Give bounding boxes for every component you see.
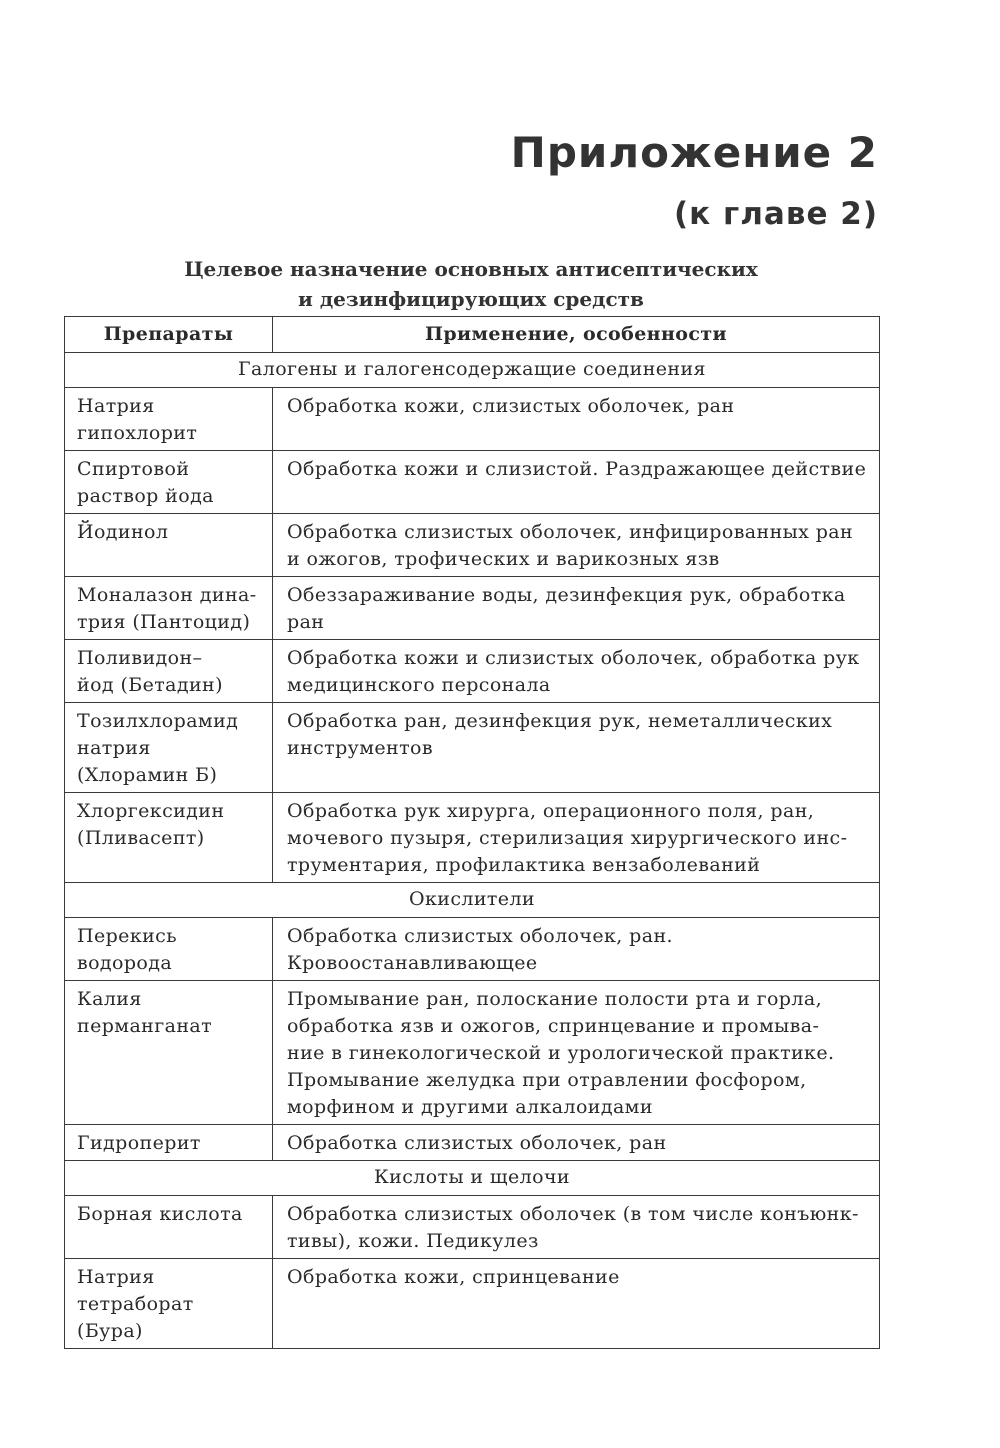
usage-cell: Промывание ран, полоскание полости рта и горла, обработка язв и ожогов, спринцевание и промыва- ние в гинекологической и урологической практике. Промывание желудка при отравлении фосфором, морфином и другими алкалоидами — [273, 981, 880, 1125]
group-row — [65, 1161, 880, 1196]
drug-name-cell: Натрия гипохлорит — [65, 388, 273, 451]
drug-name-cell: Моналазон дина- трия (Пантоцид) — [65, 577, 273, 640]
group-label: Окислители — [65, 883, 880, 918]
drug-name-cell: Поливидон– йод (Бетадин) — [65, 640, 273, 703]
usage-cell: Обработка рук хирурга, операционного поля, ран, мочевого пузыря, стерилизация хирургического инс- трументария, профилактика вензаболеваний — [273, 793, 880, 883]
usage-cell: Обработка кожи, слизистых оболочек, ран — [273, 388, 880, 451]
drug-name-cell: Хлоргексидин (Пливасепт) — [65, 793, 273, 883]
drug-name-cell: Йодинол — [65, 514, 273, 577]
table-row — [65, 577, 880, 640]
table-caption — [64, 254, 878, 314]
column-header-drugs: Препараты — [65, 317, 273, 353]
table-caption-line: Целевое назначение основных антисептических — [184, 257, 758, 281]
usage-cell: Обработка кожи, спринцевание — [273, 1259, 880, 1349]
usage-cell: Обработка кожи и слизистой. Раздражающее действие — [273, 451, 880, 514]
drug-name-cell: Спиртовой раствор йода — [65, 451, 273, 514]
drug-name-cell: Гидроперит — [65, 1125, 273, 1161]
usage-cell: Обработка ран, дезинфекция рук, неметаллических инструментов — [273, 703, 880, 793]
table-row — [65, 703, 880, 793]
usage-cell: Обработка слизистых оболочек, ран. Кровоостанавливающее — [273, 918, 880, 981]
table-row — [65, 1259, 880, 1349]
usage-cell: Обработка слизистых оболочек, инфицированных ран и ожогов, трофических и варикозных язв — [273, 514, 880, 577]
header-row — [65, 317, 880, 353]
table-row — [65, 793, 880, 883]
table-row — [65, 388, 880, 451]
usage-cell: Обеззараживание воды, дезинфекция рук, обработка ран — [273, 577, 880, 640]
appendix-title: Приложение 2 — [510, 128, 878, 177]
appendix-subtitle: (к главе 2) — [674, 196, 878, 232]
table-row — [65, 981, 880, 1125]
drug-name-cell: Натрия тетраборат (Бура) — [65, 1259, 273, 1349]
usage-cell: Обработка слизистых оболочек (в том числе конъюнк- тивы), кожи. Педикулез — [273, 1196, 880, 1259]
drug-name-cell: Перекись водорода — [65, 918, 273, 981]
antiseptics-table — [64, 316, 880, 1349]
table-row — [65, 451, 880, 514]
table-row — [65, 1125, 880, 1161]
group-row — [65, 353, 880, 388]
table-row — [65, 918, 880, 981]
table-caption-line: и дезинфицирующих средств — [298, 287, 644, 311]
table-row — [65, 640, 880, 703]
usage-cell: Обработка кожи и слизистых оболочек, обработка рук медицинского персонала — [273, 640, 880, 703]
group-label: Галогены и галогенсодержащие соединения — [65, 353, 880, 388]
column-header-usage: Применение, особенности — [273, 317, 880, 353]
drug-name-cell: Тозилхлорамид натрия (Хлорамин Б) — [65, 703, 273, 793]
drug-name-cell: Борная кислота — [65, 1196, 273, 1259]
table-header — [65, 317, 880, 353]
table-body — [65, 353, 880, 1349]
table-row — [65, 1196, 880, 1259]
drug-name-cell: Калия перманганат — [65, 981, 273, 1125]
table-row — [65, 514, 880, 577]
group-row — [65, 883, 880, 918]
group-label: Кислоты и щелочи — [65, 1161, 880, 1196]
usage-cell: Обработка слизистых оболочек, ран — [273, 1125, 880, 1161]
